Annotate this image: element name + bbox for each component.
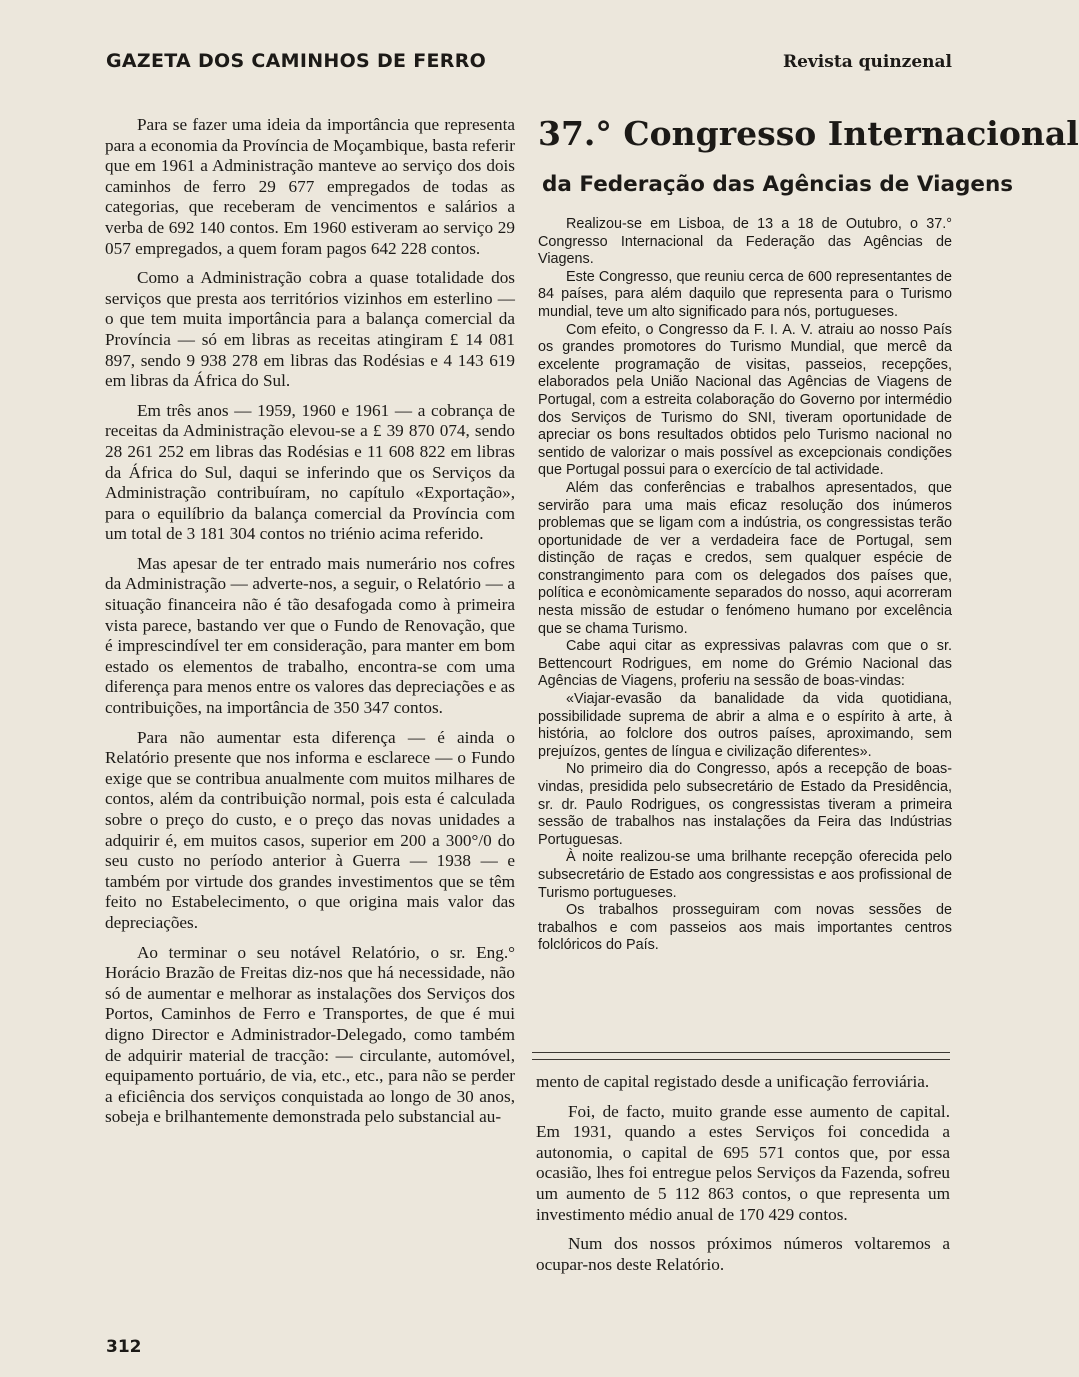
page-number: 312 [106,1337,142,1357]
paragraph: Cabe aqui citar as expressivas palavras com que o sr. Bettencourt Rodrigues, em nome do Grémio Nacional das Agências de Viagens, proferiu na sessão de boas-vindas: [538,638,952,690]
article-subtitle: da Federação das Agências de Viagens [542,172,1014,197]
quote-paragraph: «Viajar-evasão da banalidade da vida quotidiana, possibilidade suprema de abrir a alma e o espírito à arte, à história, ao folclore dos outros países, aproximando, sem prejuízos, gentes de língua e civilização diferentes». [538,691,952,760]
paragraph: Este Congresso, que reuniu cerca de 600 representantes de 84 países, para além daquilo que representa para o Turismo mundial, teve um alto significado para nós, portugueses. [538,268,952,320]
paragraph: À noite realizou-se uma brilhante recepção oferecida pelo subsecretário de Estado aos congressistas e aos profissional de Turismo portugueses. [538,849,952,901]
paragraph: Além das conferências e trabalhos apresentados, que servirão para uma mais eficaz resolução dos inúmeros problemas que se ligam com a indústria, os congressistas terão oportunidade de ver a verdadeira face de Portugal, sem distinção de raças e credos, sem qualquer espécie de constrangimento para com os delegados dos países que, política e econòmicamente separados do nosso, aqui acorreram nesta missão de estudar o fenómeno humano por excelência que se chama Turismo. [538,479,952,637]
periodicity-label: Revista quinzenal [782,52,952,72]
paragraph: Com efeito, o Congresso da F. I. A. V. atraiu ao nosso País os grandes promotores do Turismo Mundial, que mercê da excelente programação de visitas, passeios, recepções, elaborados pela União Nacional das Agências de Viagens de Portugal, com a estreita colaboração do Governo por intermédio dos Serviços de Turismo do SNI, tiveram oportunidade de apreciar os bons resultados obtidos pelo Turismo nacional no sentido de valorizar o mais possível as excepcionais condições que Portugal possui para o exercício de tal actividade. [538,321,952,479]
continuation-column [536,1072,950,1284]
paragraph: mento de capital registado desde a unificação ferroviária. [536,1072,930,1091]
left-column [105,115,515,1137]
paragraph: Para não aumentar esta diferença — é ainda o Relatório presente que nos informa e esclarece — o Fundo exige que se contribua anualmente com muitos milhares de contos, além da contribuição normal, pois esta é calculada sobre o preço do custo, e o preço das novas unidades a adquirir é, em muitos casos, superior em 200 a 300°/0 do seu custo no período anterior à Guerra — 1938 — e também por virtude dos grandes investimentos que se têm feito no Estabelecimento, o que origina mais valor das depreciações. [105,727,515,932]
paragraph: Os trabalhos prosseguiram com novas sessões de trabalhos e com passeios aos mais importantes centros folclóricos do País. [538,902,952,954]
paragraph: Realizou-se em Lisboa, de 13 a 18 de Outubro, o 37.° Congresso Internacional da Federação das Agências de Viagens. [538,216,952,268]
paragraph: Num dos nossos próximos números voltaremos a ocupar-nos deste Relatório. [536,1234,950,1274]
article-title: 37.° Congresso Internacional [538,114,1079,153]
publication-title: GAZETA DOS CAMINHOS DE FERRO [106,50,487,72]
paragraph: Para se fazer uma ideia da importância que representa para a economia da Província de Moçambique, basta referir que em 1961 a Administração manteve ao serviço dos dois caminhos de ferro 29 677 empregados de todas as categorias, que receberam de vencimentos e salários a verba de 692 140 contos. Em 1960 estiveram ao serviço 29 057 empregados, a quem foram pagos 642 228 contos. [105,115,515,258]
paragraph: Mas apesar de ter entrado mais numerário nos cofres da Administração — adverte-nos, a seguir, o Relatório — a situação financeira não é tão desafogada como à primeira vista parece, bastando ver que o Fundo de Renovação, que é imprescindível ter em consideração, para manter em bom estado os elementos de trabalho, encontra-se com uma diferença para menos entre os valores das depreciações e as contribuições, na importância de 350 347 contos. [105,553,515,718]
section-divider [532,1052,950,1060]
paragraph: Em três anos — 1959, 1960 e 1961 — a cobrança de receitas da Administração elevou-se a £ 39 870 074, sendo 28 261 252 em libras das Rodésias e 11 608 822 em libras da África do Sul, daqui se inferindo que os Serviços da Administração contribuíram, no capítulo «Exportação», para o equilíbrio da balança comercial da Província com um total de 3 181 304 contos no triénio acima referido. [105,400,515,544]
paragraph: Foi, de facto, muito grande esse aumento de capital. Em 1931, quando a estes Serviços foi concedida a autonomia, o capital de 695 571 contos que, por essa ocasião, lhes foi entregue pelos Serviços da Fazenda, sofreu um aumento de 5 112 863 contos, o que representa um investimento médio anual de 170 429 contos. [536,1101,950,1224]
paragraph: Ao terminar o seu notável Relatório, o sr. Eng.° Horácio Brazão de Freitas diz-nos que há necessidade, não só de aumentar e melhorar as instalações dos Serviços dos Portos, Caminhos de Ferro e Transportes, de que é mui digno Director e Administrador-Delegado, como também de adquirir material de tracção: — circulante, automóvel, equipamento portuário, de via, etc., etc., para não se perder a eficiência dos serviços conquistada ao longo de 30 anos, sobeja e brilhantemente demonstrada pelo substancial au- [105,942,515,1127]
paragraph: No primeiro dia do Congresso, após a recepção de boas-vindas, presidida pelo subsecretário de Estado da Presidência, sr. dr. Paulo Rodrigues, os congressistas tiveram a primeira sessão de trabalhos nas instalações da Feira das Indústrias Portuguesas. [538,761,952,848]
article-body [538,216,952,955]
paragraph: Como a Administração cobra a quase totalidade dos serviços que presta aos territórios vizinhos em esterlino — o que tem muita importância para a balança comercial da Província — só em libras as receitas atingiram £ 14 081 897, sendo 9 938 278 em libras das Rodésias e 4 143 619 em libras da África do Sul. [105,268,515,391]
